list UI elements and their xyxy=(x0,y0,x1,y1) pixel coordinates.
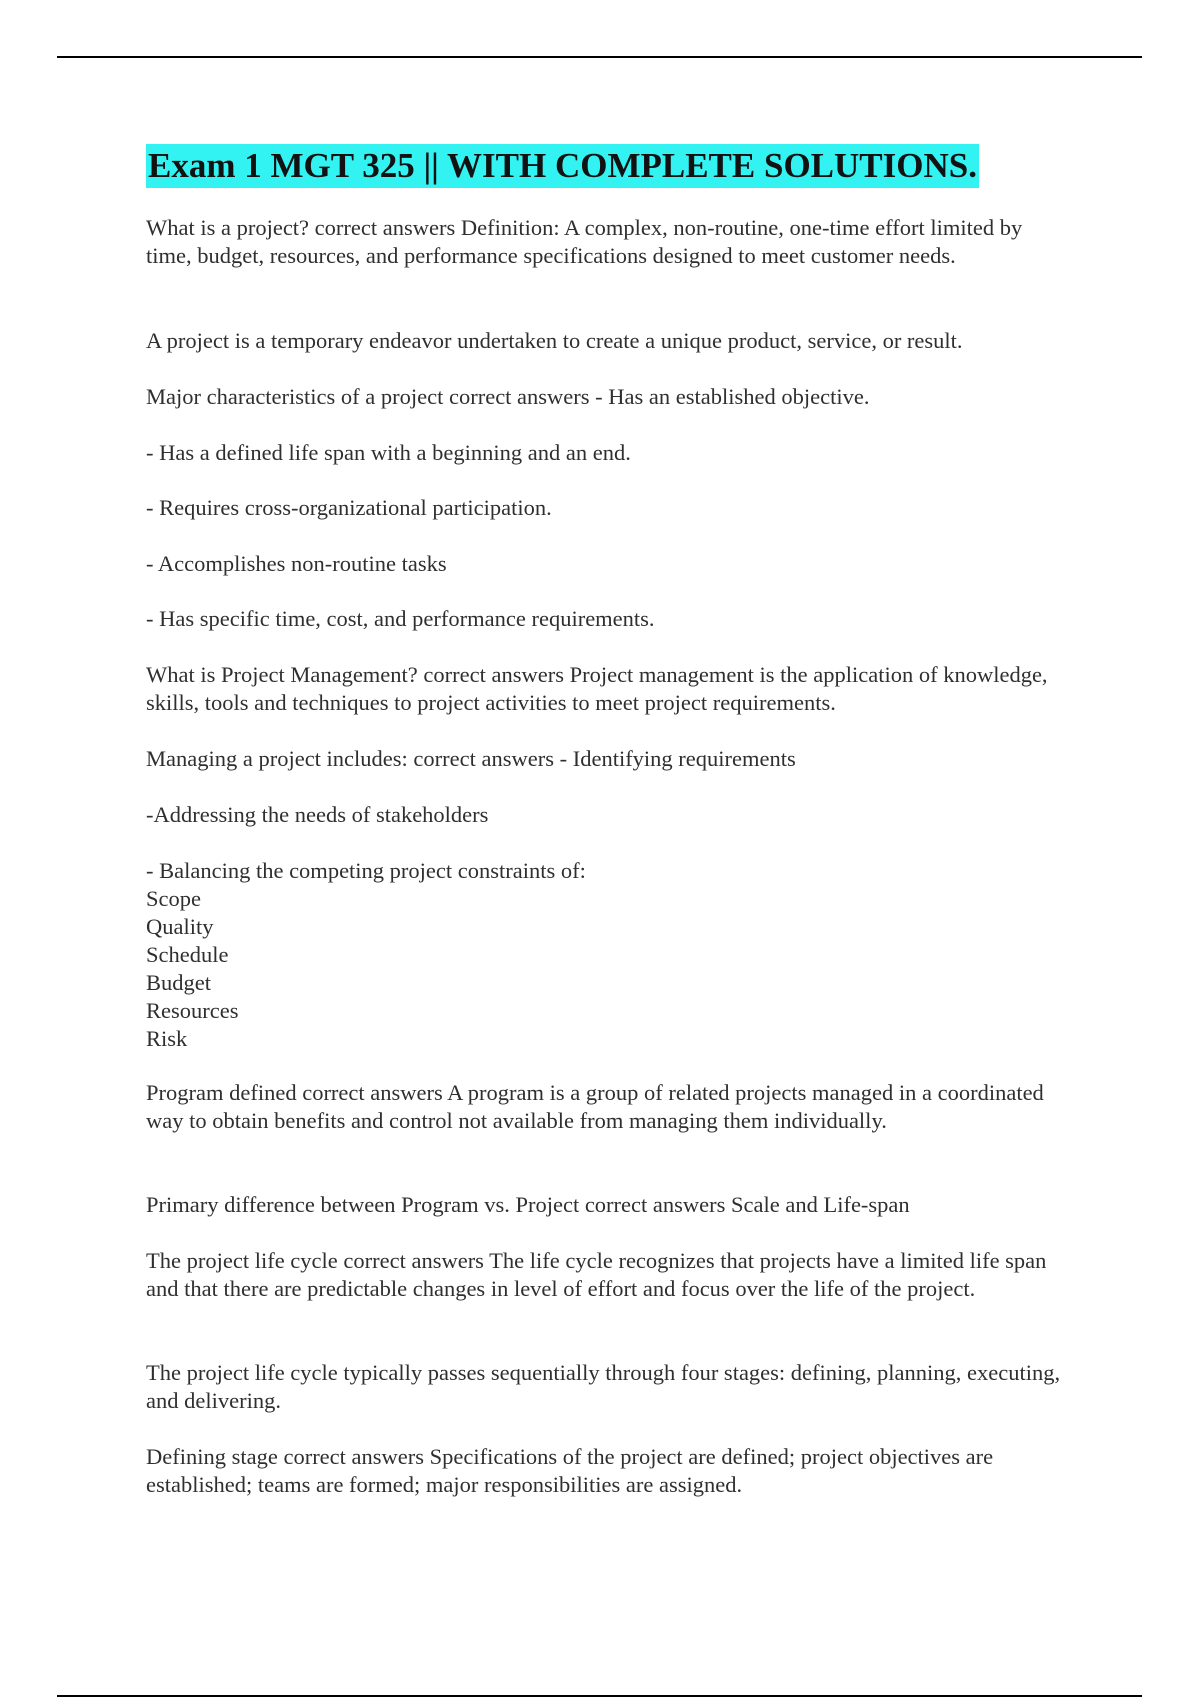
paragraph-life-span: - Has a defined life span with a beginning and an end. xyxy=(146,440,631,465)
paragraph-four-stages: The project life cycle typically passes sequentially through four stages: defining, planning, executing, and delivering. xyxy=(146,1360,1061,1413)
constraints-intro: - Balancing the competing project constraints of: xyxy=(146,858,586,883)
constraint-item: Quality xyxy=(146,914,214,939)
document-body xyxy=(146,144,1066,1497)
paragraph-defining-stage: Defining stage correct answers Specifications of the project are defined; project objectives are established; teams are formed; major responsibilities are assigned. xyxy=(146,1444,994,1497)
paragraph-life-cycle: The project life cycle correct answers The life cycle recognizes that projects have a limited life span and that there are predictable changes in level of effort and focus over the life of the project. xyxy=(146,1248,1047,1301)
constraint-item: Schedule xyxy=(146,942,229,967)
paragraph-non-routine: - Accomplishes non-routine tasks xyxy=(146,551,447,576)
constraint-item: Resources xyxy=(146,998,239,1023)
paragraph-project-definition: What is a project? correct answers Definition: A complex, non-routine, one-time effort limited by time, budget, resources, and performance specifications designed to meet customer needs. xyxy=(146,215,1023,268)
constraint-item: Risk xyxy=(146,1026,188,1051)
paragraph-major-characteristics: Major characteristics of a project correct answers - Has an established objective. xyxy=(146,384,870,409)
paragraph-project-management: What is Project Management? correct answers Project management is the application of knowledge, skills, tools and techniques to project activities to meet project requirements. xyxy=(146,662,1048,715)
bottom-rule xyxy=(57,1695,1142,1697)
paragraph-stakeholders: -Addressing the needs of stakeholders xyxy=(146,802,489,827)
paragraph-managing-project: Managing a project includes: correct answers - Identifying requirements xyxy=(146,746,796,771)
top-rule xyxy=(57,56,1142,58)
constraint-item: Scope xyxy=(146,886,201,911)
constraint-item: Budget xyxy=(146,970,211,995)
paragraph-temporary-endeavor: A project is a temporary endeavor undertaken to create a unique product, service, or result. xyxy=(146,328,963,353)
paragraph-program-vs-project: Primary difference between Program vs. Project correct answers Scale and Life-span xyxy=(146,1192,910,1217)
document-title: Exam 1 MGT 325 || WITH COMPLETE SOLUTIONS. xyxy=(146,144,979,188)
paragraph-program-defined: Program defined correct answers A program is a group of related projects managed in a coordinated way to obtain benefits and control not available from managing them individually. xyxy=(146,1080,1044,1133)
paragraph-cross-organizational: - Requires cross-organizational participation. xyxy=(146,495,552,520)
paragraph-requirements: - Has specific time, cost, and performance requirements. xyxy=(146,606,655,631)
constraints-block xyxy=(146,857,586,1053)
